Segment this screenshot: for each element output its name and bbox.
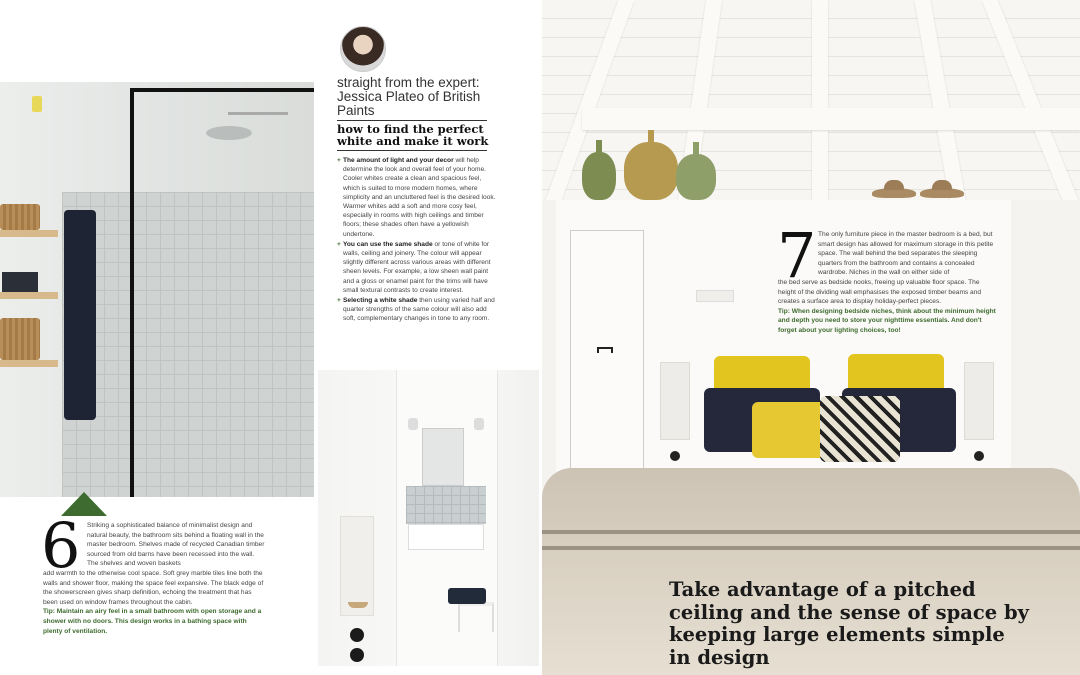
tile-splashback <box>406 486 486 524</box>
black-shower-screen <box>130 88 314 497</box>
bedspread-stripe <box>542 530 1080 534</box>
feature-6-lead: Striking a sophisticated balance of minimalist design and natural beauty, the bathroom sits behind a floating wall in the master bedroom. Shelves made of recycled Canadian timber sourced from old barns have been recessed into the wall. The shelves and woven baskets <box>87 522 265 568</box>
green-bottle <box>582 152 616 200</box>
yellow-cushion <box>752 402 826 458</box>
tip-text: or tone of white for walls, ceiling and joinery. The colour will appear slightly different across various areas with different sheen levels. For example, a low sheen wall paint and a gloss or enamel paint for the trims will have small textural contrasts to create interest. <box>343 240 491 294</box>
divider <box>337 120 487 121</box>
feature-7-rest: the bed serve as bedside nooks, freeing up valuable floor space. The height of the dividing wall emphasises the exposed timber beams and creates a surface area to display holiday-perfect pieces. <box>778 278 982 306</box>
bedspread-stripe <box>542 546 1080 550</box>
hanging-towel <box>64 210 96 420</box>
list-item <box>337 240 497 295</box>
bedside-niche <box>660 362 690 440</box>
bottle-neck <box>648 130 654 144</box>
pull-quote: Take advantage of a pitched ceiling and the sense of space by keeping large elements simple in design <box>669 578 1029 669</box>
tip-text: then using varied half and quarter strengths of the same colour will also add soft, complementary changes in tone to any room. <box>343 297 495 323</box>
wall-light <box>32 96 42 112</box>
bedroom-photo <box>542 0 1080 675</box>
feature-6-rest: add warmth to the otherwise cool space. Soft grey marble tiles line both the walls and shower floor, making the space feel expansive. The black edge of the showerscreen gives sharp definition, echoing the treatment that has been used on window frames throughout the cabin. <box>43 569 264 606</box>
divider <box>337 150 487 151</box>
folded-towels <box>2 272 38 292</box>
patterned-cushion <box>820 396 900 462</box>
stool <box>458 602 494 632</box>
timber-shelf <box>0 292 58 299</box>
mirror <box>422 428 464 486</box>
wall-niche <box>340 516 374 616</box>
list-item <box>337 156 497 239</box>
tip-lead: You can use the same shade <box>343 240 433 248</box>
green-bottle <box>676 154 716 200</box>
feature-6-body <box>43 521 265 636</box>
timber-shelf <box>0 230 58 237</box>
socket <box>350 648 364 662</box>
cross-beam <box>582 108 1080 130</box>
bottle-neck <box>693 142 699 156</box>
ceiling-beam <box>812 0 828 200</box>
expert-heading: straight from the expert: Jessica Plateo of British Paints <box>337 75 481 118</box>
list-item <box>337 296 497 324</box>
straw-hat <box>920 188 964 198</box>
feature-number-6: 6 <box>41 509 81 582</box>
woven-basket <box>0 204 40 230</box>
straw-hat <box>872 188 916 198</box>
timber-shelf <box>0 360 58 367</box>
light-switch <box>974 451 984 461</box>
concealed-wardrobe-door <box>570 230 644 488</box>
folded-towel <box>448 588 486 604</box>
feature-6-tip: Tip: Maintain an airy feel in a small bathroom with open storage and a shower with no doors. This design works in a bathing space with plenty of ventilation. <box>43 608 262 635</box>
expert-tips-list <box>337 156 497 325</box>
wall-light <box>696 290 734 302</box>
expert-title: how to find the perfect white and make it work <box>337 122 489 148</box>
small-bathroom-photo <box>318 370 539 666</box>
light-switch <box>670 451 680 461</box>
expert-avatar <box>340 26 386 72</box>
woven-basket <box>0 318 40 360</box>
feature-7-lead: The only furniture piece in the master bedroom is a bed, but smart design has allowed for maximum storage in this petite space. The wall behind the bed separates the sleeping quarters from the bathroom and contains a concealed wardrobe. Niches in the wall on either side of <box>818 231 994 277</box>
tip-text: will help determine the look and overall feel of your home. Cooler whites create a clean and spacious feel, which is suited to more modern homes, where simplicity and an uncluttered feel is the desired look. Warmer whites add a soft and more cosy feel, especially in rooms with high ceilings and timber floors; these shades often have a yellowish undertone. <box>343 157 496 238</box>
bathroom-photo <box>0 82 314 497</box>
socket <box>350 628 364 642</box>
bottle-neck <box>596 140 602 154</box>
wooden-bowl <box>348 602 368 608</box>
wall-lamp <box>474 418 484 430</box>
amber-bottle <box>624 142 678 200</box>
feature-number-7: 7 <box>777 219 817 292</box>
feature-7-body <box>778 230 998 336</box>
wardrobe-handle <box>597 347 613 353</box>
basin <box>408 524 484 550</box>
bedside-niche <box>964 362 994 440</box>
feature-7-tip: Tip: When designing bedside niches, think about the minimum height and depth you need to store your nighttime essentials. And don't forget about your lighting choices, too! <box>778 307 996 334</box>
tip-lead: The amount of light and your decor <box>343 157 454 164</box>
wall-lamp <box>408 418 418 430</box>
tip-lead: Selecting a white shade <box>343 297 418 305</box>
